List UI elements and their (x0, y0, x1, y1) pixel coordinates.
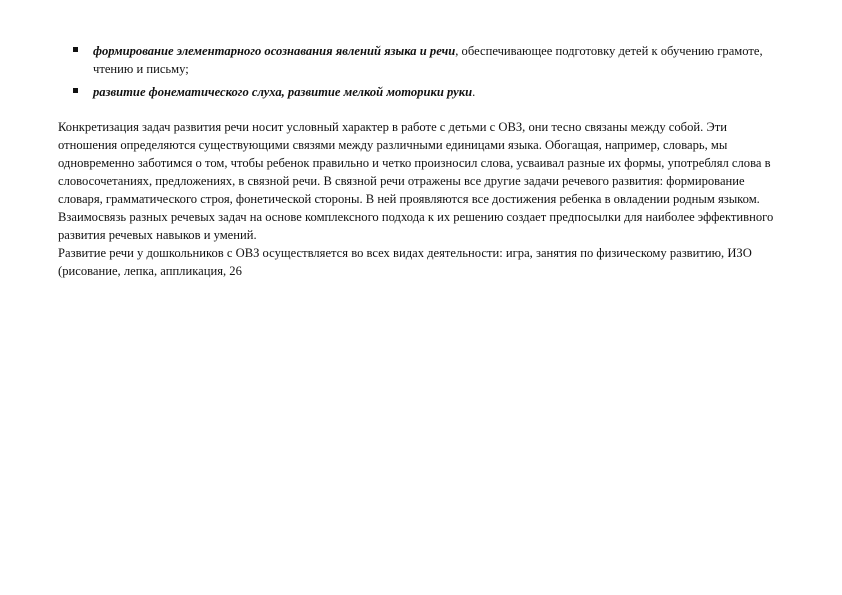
task-list (71, 42, 791, 106)
paragraph: Конкретизация задач развития речи носит условный характер в работе с детьми с ОВЗ, они тесно связаны между собой. Эти отношения определяются существующими связями между различными единицами языка. Обогащая, например, словарь, мы одновременно заботимся о том, чтобы ребенок правильно и четко произносил слова, усваивал разные их формы, употреблял слова в словосочетаниях, предложениях, в связной речи. В связной речи отражены все другие задачи речевого развития: формирование словаря, грамматического строя, фонетической стороны. В ней проявляются все достижения ребенка в овладении родным языком. Взаимосвязь разных речевых задач на основе комплексного подхода к их решению создает предпосылки для наиболее эффективного развития речевых навыков и умений. (58, 120, 774, 242)
paragraph: Развитие речи у дошкольников с ОВЗ осуществляется во всех видах деятельности: игра, занятия по физическому развитию, ИЗО (рисование, лепка, аппликация, 26 (58, 246, 752, 278)
list-item (71, 42, 791, 78)
list-item-emphasis: формирование элементарного осознавания явлений языка и речи (93, 44, 456, 58)
list-item (71, 83, 791, 101)
list-item-text: , обеспечивающее подготовку детей к обучению грамоте, чтению и письму; (93, 44, 763, 76)
list-item-emphasis: развитие фонематического слуха, развитие мелкой моторики руки (93, 85, 473, 99)
square-bullet-icon (73, 88, 78, 93)
square-bullet-icon (73, 47, 78, 52)
body-text (58, 118, 780, 280)
list-item-text: . (472, 85, 476, 99)
